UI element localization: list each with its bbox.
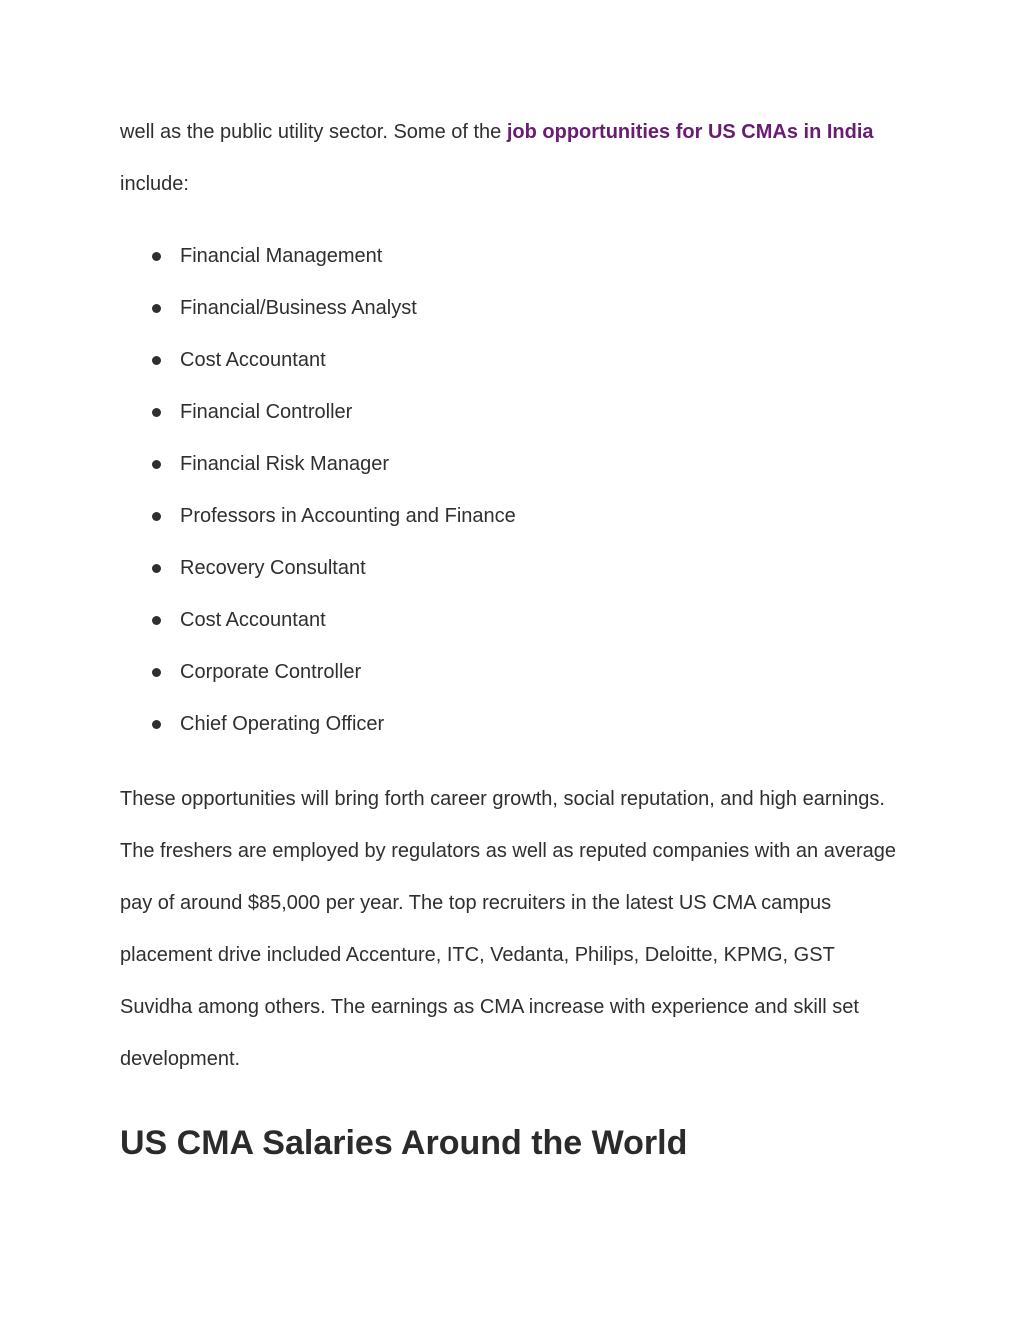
list-item-label: Corporate Controller <box>180 661 362 683</box>
bullet-icon <box>152 616 161 625</box>
list-item <box>120 542 516 594</box>
list-item <box>120 230 516 282</box>
list-item-label: Financial Risk Manager <box>180 453 389 475</box>
bullet-icon <box>152 720 161 729</box>
section-heading: US CMA Salaries Around the World <box>120 1124 688 1162</box>
list-item <box>120 698 516 750</box>
intro-text-before: well as the public utility sector. Some of the <box>120 121 507 143</box>
list-item-label: Cost Accountant <box>180 349 326 371</box>
list-item-label: Professors in Accounting and Finance <box>180 505 516 527</box>
bullet-icon <box>152 512 161 521</box>
job-list <box>120 230 516 750</box>
bullet-icon <box>152 304 161 313</box>
list-item <box>120 334 516 386</box>
bullet-icon <box>152 356 161 365</box>
list-item <box>120 438 516 490</box>
bullet-icon <box>152 564 161 573</box>
intro-paragraph <box>120 106 910 210</box>
list-item-label: Recovery Consultant <box>180 557 366 579</box>
list-item-label: Financial Controller <box>180 401 353 423</box>
body-paragraph: These opportunities will bring forth career growth, social reputation, and high earnings. The freshers are employed by regulators as well as reputed companies with an average pay of around $85,000 per year. The top recruiters in the latest US CMA campus placement drive included Accenture, ITC, Vedanta, Philips, Deloitte, KPMG, GST Suvidha among others. The earnings as CMA increase with experience and skill set development. <box>120 788 896 1070</box>
bullet-icon <box>152 252 161 261</box>
list-item <box>120 386 516 438</box>
bullet-icon <box>152 460 161 469</box>
bullet-icon <box>152 668 161 677</box>
list-item <box>120 490 516 542</box>
list-item-label: Cost Accountant <box>180 609 326 631</box>
list-item-label: Financial Management <box>180 245 383 267</box>
bullet-icon <box>152 408 161 417</box>
job-opportunities-link[interactable]: job opportunities for US CMAs in India <box>506 121 874 143</box>
list-item <box>120 594 516 646</box>
list-item-label: Financial/Business Analyst <box>180 297 417 319</box>
list-item-label: Chief Operating Officer <box>180 713 385 735</box>
list-item <box>120 282 516 334</box>
list-item <box>120 646 516 698</box>
intro-text-after: include: <box>120 173 189 195</box>
